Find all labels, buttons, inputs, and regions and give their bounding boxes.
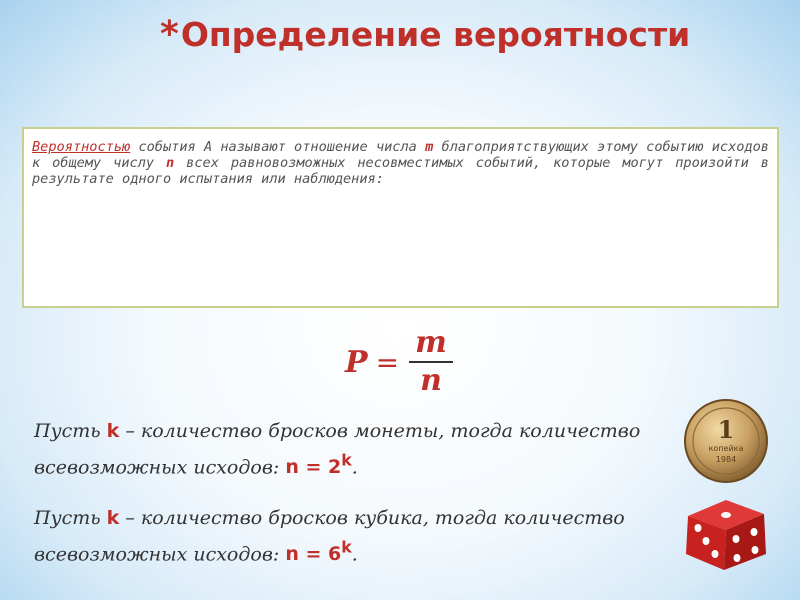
formula-fraction <box>409 327 453 397</box>
coin-graphic <box>683 398 769 484</box>
definition-part-3: всех равновозможных несовместимых событий, которые могут произойти в результате одного испытания или наблюдения: <box>32 155 769 187</box>
coin-unit: копейка <box>708 444 744 453</box>
probability-formula <box>345 326 453 398</box>
dice-pip <box>712 550 719 558</box>
dice-suffix: . <box>351 543 358 566</box>
coin-formula-base: n = 2 <box>285 456 342 479</box>
definition-part-2: благоприятствующих этому событию исходов к общему числу <box>32 139 769 171</box>
formula-equals: = <box>375 345 400 379</box>
dice-pip <box>703 537 710 545</box>
definition-text <box>32 139 769 187</box>
dice-pip <box>695 524 702 532</box>
title-text: Определение вероятности <box>180 15 691 54</box>
formula-denominator: n <box>420 363 442 398</box>
dice-pip <box>734 554 741 562</box>
title-star-marker: * <box>160 14 179 55</box>
dice-formula-exp: k <box>341 538 352 557</box>
dice-middle: – количество бросков кубика, тогда количество всевозможных исходов: <box>34 507 625 566</box>
coin-var-k: k <box>106 420 120 442</box>
coin-formula <box>285 451 352 479</box>
dice-pip <box>733 535 740 543</box>
coin-denomination: 1 <box>717 415 735 444</box>
coin-prefix: Пусть <box>34 420 107 442</box>
definition-part-1: события А называют отношение числа <box>130 139 426 155</box>
coin-icon <box>683 398 769 484</box>
coin-year: 1984 <box>715 455 737 464</box>
coin-paragraph <box>34 416 664 482</box>
dice-var-k: k <box>106 507 120 529</box>
definition-var-m: m <box>425 139 434 155</box>
coin-suffix: . <box>351 456 358 479</box>
coin-middle: – количество бросков монеты, тогда количество всевозможных исходов: <box>34 420 641 479</box>
coin-formula-exp: k <box>341 451 352 470</box>
dice-paragraph <box>34 503 664 569</box>
definition-box <box>22 127 779 308</box>
dice-formula <box>285 538 352 566</box>
dice-pip <box>752 546 759 554</box>
definition-var-n: n <box>166 155 175 171</box>
definition-term: Вероятностью <box>32 139 131 155</box>
dice-graphic <box>680 494 772 572</box>
dice-pip <box>751 528 758 536</box>
formula-lhs: P <box>345 344 368 380</box>
slide-title <box>160 14 690 55</box>
dice-icon <box>680 494 772 572</box>
dice-formula-base: n = 6 <box>285 543 342 566</box>
formula-numerator: m <box>415 325 447 360</box>
dice-pip <box>721 512 731 518</box>
dice-prefix: Пусть <box>34 507 107 529</box>
